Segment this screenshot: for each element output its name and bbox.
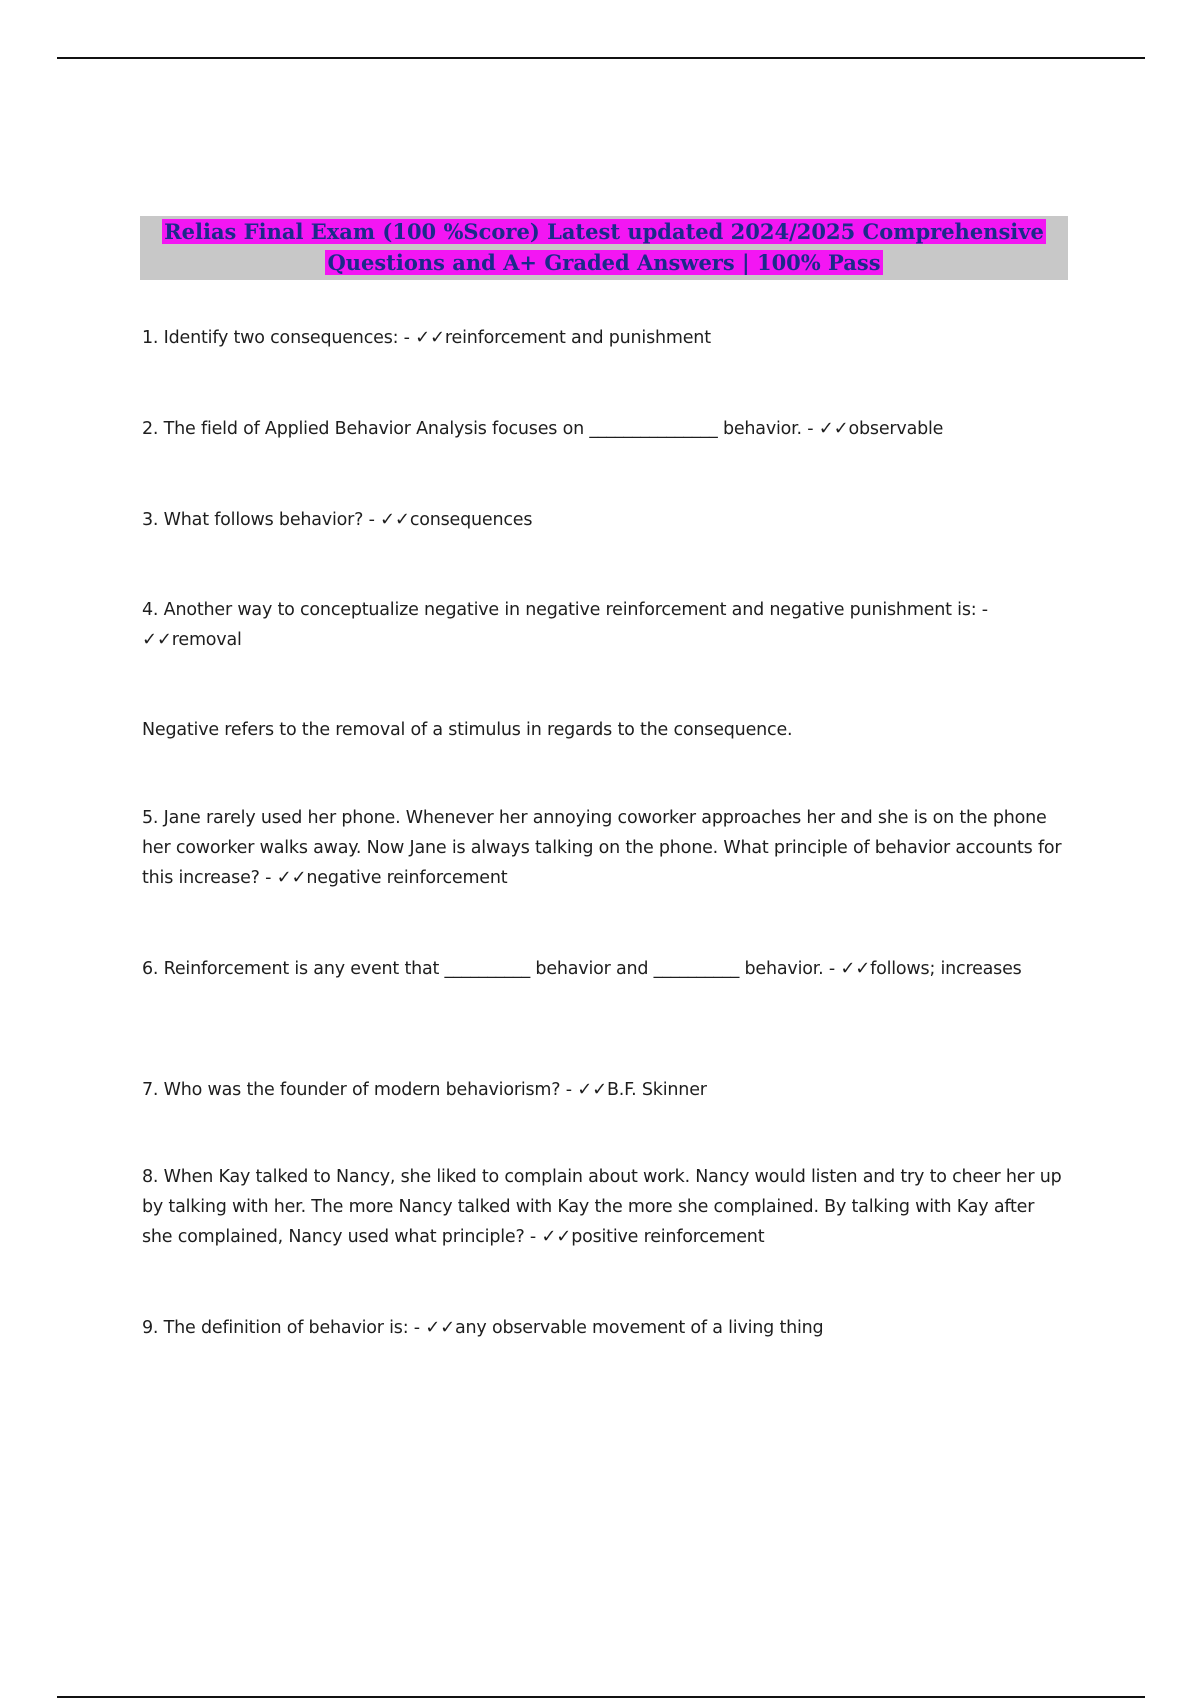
title-line-1: Relias Final Exam (100 %Score) Latest updated 2024/2025 Comprehensive (164, 219, 1044, 244)
answer-6: follows; increases (870, 959, 1022, 979)
question-1: 1. Identify two consequences: - ✓✓reinforcement and punishment (142, 327, 711, 348)
question-7: 7. Who was the founder of modern behaviorism? - ✓✓B.F. Skinner (142, 1079, 707, 1100)
question-2: 2. The field of Applied Behavior Analysis focuses on _______________ behavior. - ✓✓observable (142, 418, 944, 439)
question-3: 3. What follows behavior? - ✓✓consequences (142, 509, 533, 530)
check-icon: ✓✓ (276, 867, 307, 888)
answer-4: removal (171, 630, 242, 650)
answer-5: negative reinforcement (306, 868, 508, 888)
check-icon: ✓✓ (142, 629, 172, 650)
question-4: 4. Another way to conceptualize negative in negative reinforcement and negative punishment is: - ✓✓removal (142, 600, 988, 650)
check-icon: ✓✓ (415, 327, 445, 348)
check-icon: ✓✓ (541, 1226, 572, 1247)
explanation-note: Negative refers to the removal of a stimulus in regards to the consequence. (142, 720, 793, 740)
check-icon: ✓✓ (818, 418, 849, 439)
answer-2: observable (848, 419, 944, 439)
check-icon: ✓✓ (577, 1079, 607, 1100)
title-line-2: Questions and A+ Graded Answers | 100% Pass (327, 250, 881, 275)
question-8: 8. When Kay talked to Nancy, she liked to complain about work. Nancy would listen and try to cheer her up by talking with her. The more Nancy talked with Kay the more she complained. By talking with Kay after she complained, Nancy used what principle? - ✓✓positive reinforcement (142, 1167, 1062, 1247)
bottom-rule (57, 1696, 1145, 1698)
top-rule (57, 57, 1145, 59)
check-icon: ✓✓ (425, 1317, 456, 1338)
question-9: 9. The definition of behavior is: - ✓✓any observable movement of a living thing (142, 1317, 824, 1338)
document-title (140, 216, 1068, 280)
check-icon: ✓✓ (380, 509, 410, 530)
question-5: 5. Jane rarely used her phone. Whenever her annoying coworker approaches her and she is on the phone her coworker walks away. Now Jane is always talking on the phone. What principle of behavior accounts for this increase? - ✓✓negative reinforcement (142, 808, 1062, 888)
check-icon: ✓✓ (840, 958, 871, 979)
answer-3: consequences (409, 510, 533, 530)
answer-8: positive reinforcement (571, 1227, 765, 1247)
question-6: 6. Reinforcement is any event that __________ behavior and __________ behavior. - ✓✓follows; increases (142, 958, 1022, 979)
answer-7: B.F. Skinner (606, 1080, 707, 1100)
answer-1: reinforcement and punishment (444, 328, 711, 348)
answer-9: any observable movement of a living thing (455, 1318, 824, 1338)
